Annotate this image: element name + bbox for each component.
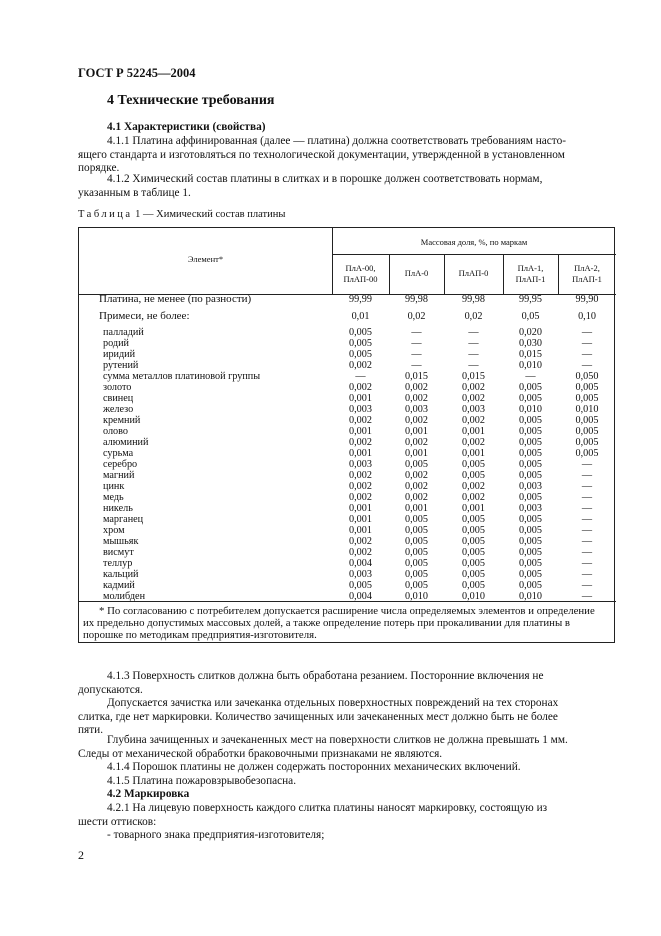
table-cell: 0,005: [519, 426, 542, 437]
table-cell: —: [581, 492, 593, 503]
table-cell: 0,015: [519, 349, 542, 360]
table-row: [79, 349, 616, 360]
table-cell: —: [411, 327, 422, 338]
table-cell: 0,030: [519, 338, 542, 349]
table-cell: 0,005: [349, 327, 372, 338]
subsection-4-2-title: 4.2 Маркировка: [107, 788, 190, 800]
element-name: магний: [103, 470, 135, 481]
paragraph-4-1-2: 4.1.2 Химический состав платины в слитках и в порошке должен соответствовать нормам, указанным в таблице 1.: [78, 173, 543, 199]
table-cell: 0,002: [405, 481, 428, 492]
table-cell: 0,005: [519, 514, 542, 525]
table-cell: 0,015: [462, 371, 485, 382]
table-row: [79, 426, 616, 437]
table-row: [79, 580, 616, 591]
table-cell: 0,005: [575, 382, 599, 393]
table-cell: —: [581, 349, 593, 360]
table-cell: 0,005: [462, 547, 485, 558]
table-cell: 0,002: [349, 536, 372, 547]
table-cell: 0,005: [575, 426, 599, 437]
paragraph-4-1-5: 4.1.5 Платина пожаровзрывобезопасна.: [107, 775, 297, 787]
table-cell: 0,001: [462, 448, 485, 459]
paragraph-depth: Глубина зачищенных и зачеканенных мест на поверхности слитков не должна превышать 1 мм. Следы от механической обработки браковочными признаками не являются.: [78, 734, 568, 760]
table-row: [79, 404, 616, 415]
table-cell: —: [355, 371, 366, 382]
table-cell: 0,002: [405, 492, 428, 503]
table-row: [79, 338, 616, 349]
table-cell: 0,004: [349, 591, 372, 602]
table-cell: —: [581, 525, 593, 536]
table-cell: 0,005: [405, 580, 428, 591]
element-name: алюминий: [103, 437, 149, 448]
table-cell: —: [581, 503, 593, 514]
table-cell: 0,005: [575, 448, 599, 459]
table-row: [79, 393, 616, 404]
table-cell: —: [581, 547, 593, 558]
table-row: [79, 360, 616, 371]
table-cell: —: [581, 338, 593, 349]
table-cell: 0,010: [575, 404, 599, 415]
element-name: цинк: [103, 481, 125, 492]
table-cell: 0,002: [462, 481, 485, 492]
table-cell: 0,003: [349, 569, 372, 580]
element-name: медь: [103, 492, 124, 503]
paragraph-4-1-3: 4.1.3 Поверхность слитков должна быть обработана резанием. Посторонние включения не допускаются.: [78, 670, 544, 696]
column-group-header: Массовая доля, %, по маркам: [420, 237, 528, 247]
table-cell: —: [468, 338, 479, 349]
table-cell: 0,010: [405, 591, 428, 602]
element-name: никель: [103, 503, 133, 514]
table-row: [79, 382, 616, 393]
table-cell: 0,001: [349, 525, 372, 536]
paragraph-cleaning: Допускается зачистка или зачеканка отдельных поверхностных повреждений на тех сторонах слитка, где нет маркировки. Количество зачищенных или зачеканенных мест должно быть не более пяти.: [78, 697, 559, 737]
table-cell: 0,005: [519, 547, 542, 558]
document-header: ГОСТ Р 52245—2004: [78, 66, 196, 80]
table-cell: 0,002: [405, 382, 428, 393]
table-row-main: Платина, не менее (по разности) 99,99 99,98 99,98 99,95 99,90: [99, 293, 599, 305]
table-cell: —: [581, 360, 593, 371]
table-cell: 0,005: [519, 470, 542, 481]
table-cell: 0,002: [462, 437, 485, 448]
table-cell: 0,001: [349, 514, 372, 525]
table-cell: —: [581, 558, 593, 569]
table-cell: 0,005: [519, 492, 542, 503]
table-cell: 0,005: [349, 338, 372, 349]
table-row: [79, 437, 616, 448]
element-name: марганец: [103, 514, 144, 525]
element-name: хром: [103, 525, 125, 536]
table-cell: 0,002: [349, 547, 372, 558]
table-cell: 0,003: [519, 481, 542, 492]
table-cell: —: [581, 470, 593, 481]
table-cell: —: [411, 349, 422, 360]
table-cell: 0,002: [462, 393, 485, 404]
table-cell: 0,005: [519, 459, 542, 470]
table-cell: 0,005: [519, 525, 542, 536]
table-cell: 0,005: [519, 558, 542, 569]
table-cell: —: [581, 514, 593, 525]
table-cell: 0,050: [575, 371, 599, 382]
paragraph-4-1-1: 4.1.1 Платина аффинированная (далее — платина) должна соответствовать требованиям насто- ящего стандарта и изготовляться по технологической документации, утвержденной в установленном порядке.: [78, 135, 566, 175]
table-cell: 0,001: [349, 426, 372, 437]
table-cell: —: [581, 591, 593, 602]
table-cell: 0,001: [462, 426, 485, 437]
table-cell: 0,004: [349, 558, 372, 569]
table-row: [79, 547, 616, 558]
table-cell: 0,002: [405, 393, 428, 404]
table-cell: 0,005: [405, 514, 428, 525]
element-name: серебро: [103, 459, 138, 470]
table-cell: —: [581, 327, 593, 338]
table-cell: 0,010: [519, 591, 542, 602]
table-cell: 0,005: [519, 382, 542, 393]
column-header-grade: ПлА-1, ПлАП-1: [515, 263, 546, 284]
chemical-composition-table: [78, 227, 615, 643]
table-cell: 0,010: [462, 591, 485, 602]
table-row: [79, 327, 616, 338]
table-cell: 0,005: [405, 558, 428, 569]
table-cell: 0,003: [349, 459, 372, 470]
table-row: [79, 536, 616, 547]
table-row: [79, 470, 616, 481]
table-cell: 0,002: [349, 415, 372, 426]
paragraph-4-1-4: 4.1.4 Порошок платины не должен содержать посторонних механических включений.: [107, 761, 521, 773]
table-cell: 0,005: [349, 580, 372, 591]
table-cell: 0,015: [405, 371, 428, 382]
page-number: 2: [78, 848, 84, 862]
table-row: [79, 459, 616, 470]
table-footnote: * По согласованию с потребителем допускается расширение числа определяемых элементов и определение их предельно допустимых массовых долей, а также определение потерь при прокаливании для платины в порошке по методикам предприятия-изготовителя.: [83, 605, 595, 641]
table-row: [79, 514, 616, 525]
table-cell: —: [581, 536, 593, 547]
table-cell: 0,003: [519, 503, 542, 514]
table-cell: 0,005: [462, 558, 485, 569]
table-cell: 0,005: [575, 415, 599, 426]
table-cell: 0,005: [462, 536, 485, 547]
table-cell: 0,001: [405, 426, 428, 437]
table-row: [79, 415, 616, 426]
table-cell: 0,020: [519, 327, 542, 338]
table-cell: 0,005: [519, 536, 542, 547]
table-cell: 0,001: [405, 503, 428, 514]
element-name: иридий: [103, 349, 136, 360]
table-cell: —: [581, 569, 593, 580]
element-name: олово: [103, 426, 128, 437]
column-header-grade: ПлАП-0: [458, 268, 489, 278]
table-cell: 0,001: [405, 448, 428, 459]
table-cell: 0,005: [575, 437, 599, 448]
table-cell: 0,001: [349, 448, 372, 459]
element-name: рутений: [103, 360, 139, 371]
table-cell: 0,002: [349, 470, 372, 481]
table-row: [79, 569, 616, 580]
table-cell: 0,005: [462, 580, 485, 591]
table-cell: 0,003: [349, 404, 372, 415]
table-cell: 0,002: [405, 470, 428, 481]
element-name: кремний: [103, 415, 141, 426]
table-cell: 0,010: [519, 360, 542, 371]
element-name: висмут: [103, 547, 134, 558]
section-title: 4 Технические требования: [107, 93, 275, 108]
table-cell: 0,010: [519, 404, 542, 415]
table-cell: —: [468, 327, 479, 338]
table-cell: 0,001: [349, 503, 372, 514]
element-name: родий: [103, 338, 129, 349]
column-header-grade: ПлА-0: [404, 268, 429, 278]
table-cell: 0,005: [349, 349, 372, 360]
table-row: [79, 448, 616, 459]
table-cell: 0,002: [349, 492, 372, 503]
table-cell: —: [581, 459, 593, 470]
table-cell: 0,005: [519, 580, 542, 591]
table-cell: 0,005: [575, 393, 599, 404]
table-cell: 0,005: [405, 536, 428, 547]
element-name: сумма металлов платиновой группы: [103, 371, 261, 382]
table-cell: 0,002: [462, 382, 485, 393]
table-cell: 0,005: [519, 569, 542, 580]
element-name: кальций: [103, 569, 139, 580]
element-name: молибден: [103, 591, 146, 602]
table-row: [79, 591, 616, 602]
table-cell: 0,003: [405, 404, 428, 415]
table-cell: 0,002: [462, 415, 485, 426]
element-name: свинец: [103, 393, 134, 404]
column-header-element: Элемент*: [187, 254, 224, 264]
table-cell: —: [525, 371, 536, 382]
table-row-main: Примеси, не более: 0,01 0,02 0,02 0,05 0,10: [99, 310, 596, 322]
subsection-4-1-title: 4.1 Характеристики (свойства): [107, 121, 266, 133]
table-cell: —: [581, 481, 593, 492]
table-row: [79, 481, 616, 492]
table-row: [79, 371, 616, 382]
element-name: кадмий: [103, 580, 135, 591]
table-cell: —: [581, 580, 593, 591]
table-cell: 0,005: [519, 437, 542, 448]
table-cell: 0,005: [405, 547, 428, 558]
table-cell: 0,005: [462, 569, 485, 580]
table-cell: 0,005: [405, 569, 428, 580]
table-cell: —: [411, 360, 422, 371]
paragraph-4-2-1: 4.2.1 На лицевую поверхность каждого слитка платины наносят маркировку, состоящую из шести оттисков:: [78, 802, 548, 828]
element-name: мышьяк: [103, 536, 139, 547]
table-cell: 0,002: [405, 415, 428, 426]
element-name: палладий: [103, 327, 144, 338]
element-name: железо: [103, 404, 134, 415]
column-header-grade: ПлА-2, ПлАП-1: [572, 263, 602, 284]
table-cell: 0,005: [462, 525, 485, 536]
table-cell: 0,002: [462, 492, 485, 503]
table-cell: 0,003: [462, 404, 485, 415]
table-cell: 0,005: [519, 393, 542, 404]
table-rule: [332, 254, 616, 255]
table-row: [79, 525, 616, 536]
table-row: [79, 492, 616, 503]
table-cell: 0,001: [349, 393, 372, 404]
element-name: теллур: [103, 558, 133, 569]
table-cell: 0,002: [349, 481, 372, 492]
element-name: золото: [103, 382, 132, 393]
table-cell: 0,005: [405, 459, 428, 470]
table-cell: 0,005: [462, 459, 485, 470]
table-cell: 0,002: [349, 382, 372, 393]
element-name: сурьма: [103, 448, 134, 459]
table-cell: 0,005: [519, 415, 542, 426]
table-cell: 0,005: [462, 514, 485, 525]
table-cell: 0,002: [349, 360, 372, 371]
table-row: [79, 558, 616, 569]
table-cell: 0,002: [405, 437, 428, 448]
list-item-trademark: - товарного знака предприятия-изготовителя;: [107, 829, 325, 841]
table-cell: 0,005: [519, 448, 542, 459]
table-cell: —: [468, 349, 479, 360]
table-cell: 0,001: [462, 503, 485, 514]
table-caption: Таблица 1 — Химический состав платины: [78, 209, 286, 220]
table-cell: —: [468, 360, 479, 371]
column-header-grade: ПлА-00, ПлАП-00: [343, 263, 378, 284]
table-row: [79, 503, 616, 514]
table-cell: 0,002: [349, 437, 372, 448]
table-cell: —: [411, 338, 422, 349]
table-cell: 0,005: [462, 470, 485, 481]
table-cell: 0,005: [405, 525, 428, 536]
